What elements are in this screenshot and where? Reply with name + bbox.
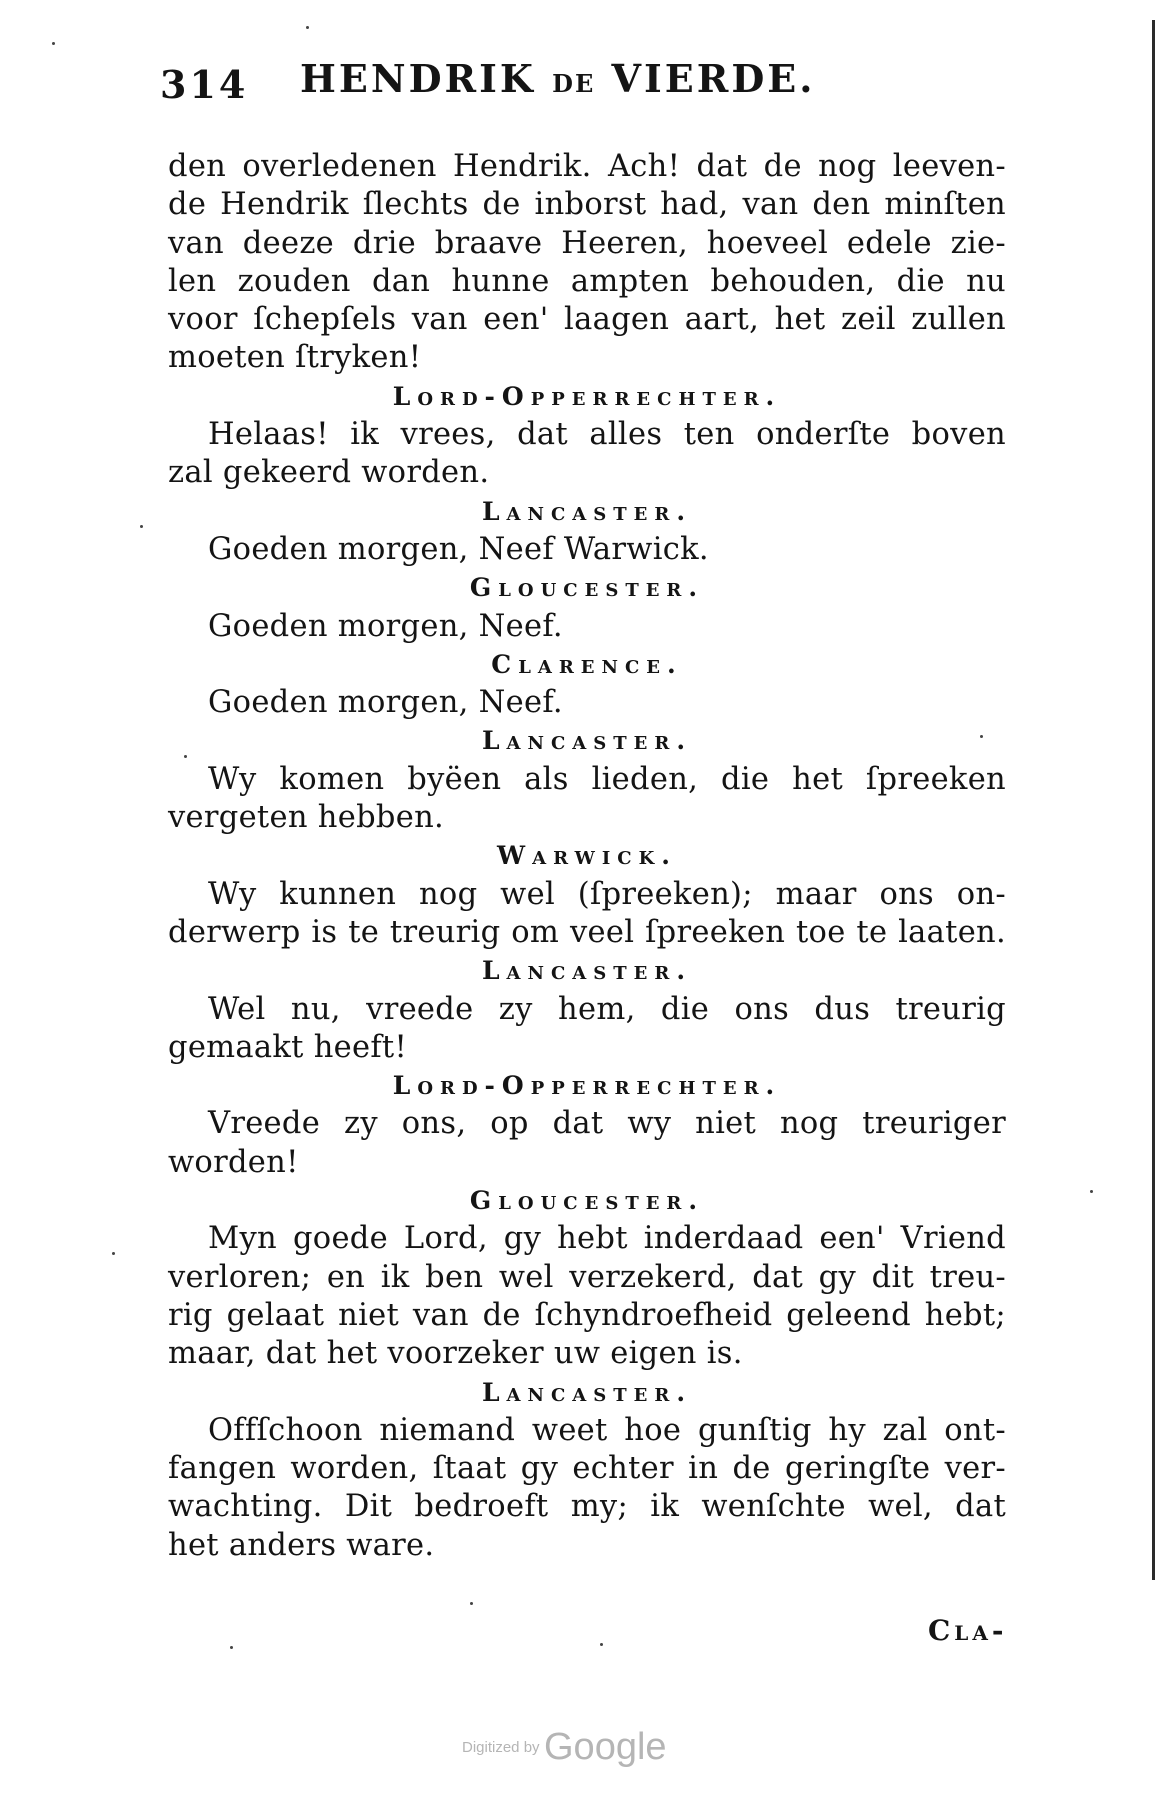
page-edge-shadow bbox=[1152, 20, 1155, 1580]
text-line: Wy kunnen nog wel (ſpreeken); maar ons on- bbox=[208, 876, 1006, 912]
watermark-prefix: Digitized by bbox=[462, 1739, 540, 1756]
text-line: Goeden morgen, Neef Warwick. bbox=[208, 531, 709, 567]
text-line: worden! bbox=[168, 1144, 299, 1180]
text-line: wachting. Dit bedroeft my; ik wenſchte wel, dat bbox=[168, 1489, 1006, 1525]
text-line: den overledenen Hendrik. Ach! dat de nog leeven- bbox=[168, 149, 1006, 184]
text-line: maar, dat het voorzeker uw eigen is. bbox=[168, 1336, 743, 1372]
text-line: Myn goede Lord, gy hebt inderdaad een' Vriend bbox=[208, 1221, 1006, 1257]
google-logo: Google bbox=[544, 1726, 667, 1768]
speaker-name: Lancaster. bbox=[481, 496, 693, 526]
ink-speck bbox=[306, 26, 309, 29]
speaker-name: Lancaster. bbox=[481, 726, 693, 756]
ink-speck bbox=[600, 1643, 603, 1646]
text-line: Wy komen byëen als lieden, die het ſpreeken bbox=[208, 761, 1006, 797]
ink-speck bbox=[230, 1646, 233, 1649]
speaker-name: Clarence. bbox=[491, 649, 683, 679]
speaker-name: Warwick. bbox=[497, 841, 677, 871]
ink-speck bbox=[980, 735, 983, 738]
text-line: gemaakt heeft! bbox=[168, 1029, 408, 1065]
running-title: HENDRIK DE VIERDE. bbox=[300, 56, 816, 101]
page-number: 314 bbox=[160, 62, 249, 107]
ink-speck bbox=[140, 525, 143, 528]
running-header bbox=[160, 56, 1030, 116]
speaker-name: Lord-Opperrechter. bbox=[392, 381, 782, 411]
text-line: Goeden morgen, Neef. bbox=[208, 608, 563, 644]
text-line: fangen worden, ſtaat gy echter in de geringſte ver- bbox=[168, 1451, 1006, 1487]
speaker-name: Lord-Opperrechter. bbox=[392, 1071, 782, 1101]
text-line: Wel nu, vreede zy hem, die ons dus treurig bbox=[208, 991, 1006, 1027]
speaker-name: Lancaster. bbox=[481, 956, 693, 986]
text-line: len zouden dan hunne ampten behouden, die nu bbox=[168, 263, 1006, 299]
ink-speck bbox=[1090, 1190, 1093, 1193]
text-line: het anders ware. bbox=[168, 1527, 435, 1563]
catchword: Cla- bbox=[928, 1614, 1008, 1647]
speaker-name: Lancaster. bbox=[481, 1377, 693, 1407]
ink-speck bbox=[52, 42, 55, 45]
text-line: Vreede zy ons, op dat wy niet nog treuriger bbox=[208, 1106, 1006, 1142]
text-line: derwerp is te treurig om veel ſpreeken toe te laaten. bbox=[168, 914, 1006, 950]
text-line: Offſchoon niemand weet hoe gunſtig hy zal ont- bbox=[208, 1412, 1006, 1448]
text-line: zal gekeerd worden. bbox=[168, 455, 490, 491]
text-line: Helaas! ik vrees, dat alles ten onderſte boven bbox=[208, 417, 1006, 453]
ink-speck bbox=[470, 1602, 473, 1605]
digitized-watermark bbox=[462, 1726, 667, 1769]
text-line: Goeden morgen, Neef. bbox=[208, 685, 563, 721]
text-line: de Hendrik ſlechts de inborst had, van den minſten bbox=[168, 187, 1006, 223]
text-line: vergeten hebben. bbox=[168, 800, 445, 836]
text-line: moeten ſtryken! bbox=[168, 340, 422, 376]
text-line: voor ſchepſels van een' laagen aart, het zeil zullen bbox=[168, 302, 1006, 338]
speaker-name: Gloucester. bbox=[469, 573, 705, 603]
text-line: rig gelaat niet van de ſchyndroefheid geleend hebt; bbox=[168, 1297, 1006, 1333]
play-text bbox=[168, 148, 1006, 1565]
text-line: verloren; en ik ben wel verzekerd, dat gy dit treu- bbox=[168, 1259, 1006, 1295]
ink-speck bbox=[184, 755, 187, 758]
text-line: van deeze drie braave Heeren, hoeveel edele zie- bbox=[168, 225, 1006, 261]
speaker-name: Gloucester. bbox=[469, 1186, 705, 1216]
ink-speck bbox=[112, 1252, 115, 1255]
